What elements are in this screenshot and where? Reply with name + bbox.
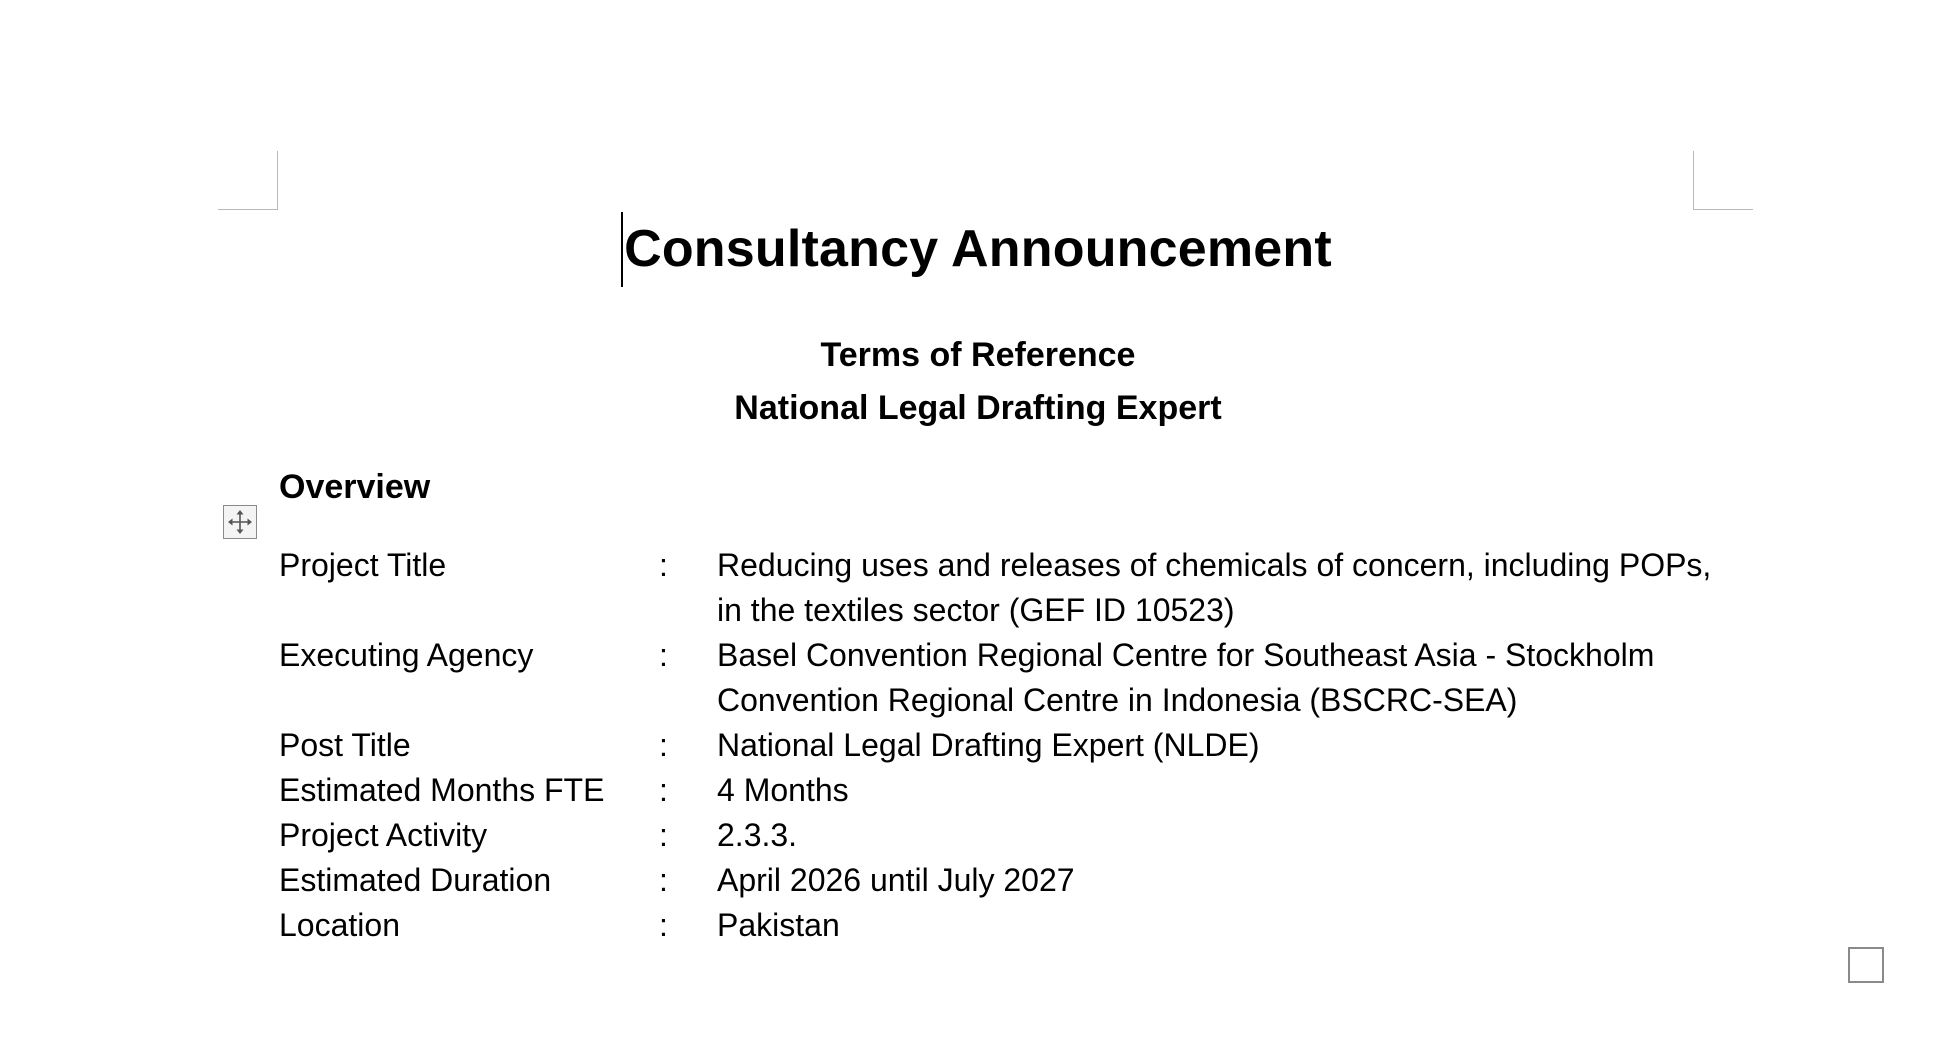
row-label[interactable]: Project Activity: [279, 817, 488, 853]
subtitle-terms-of-reference[interactable]: Terms of Reference: [820, 336, 1136, 374]
row-value[interactable]: Reducing uses and releases of chemicals of concern, including POPs, in the textiles sector (GEF ID 10523): [717, 547, 1712, 628]
crop-mark-top-left: [277, 151, 278, 210]
document-title[interactable]: Consultancy Announcement: [624, 220, 1332, 278]
table-row[interactable]: [279, 768, 1739, 813]
row-label[interactable]: Location: [279, 907, 400, 943]
row-separator: :: [659, 772, 668, 808]
document-title-line[interactable]: [0, 216, 1956, 282]
table-row[interactable]: [279, 633, 1739, 723]
row-separator: :: [659, 862, 668, 898]
row-value[interactable]: National Legal Drafting Expert (NLDE): [717, 727, 1260, 763]
row-value[interactable]: 4 Months: [717, 772, 849, 808]
row-label[interactable]: Post Title: [279, 727, 411, 763]
row-value[interactable]: April 2026 until July 2027: [717, 862, 1075, 898]
move-arrows-icon[interactable]: [223, 505, 257, 539]
table-row[interactable]: [279, 858, 1739, 903]
resize-square-icon[interactable]: [1848, 947, 1884, 983]
table-row[interactable]: [279, 813, 1739, 858]
row-separator: :: [659, 727, 668, 763]
row-separator: :: [659, 637, 668, 673]
table-row[interactable]: [279, 903, 1739, 948]
row-value[interactable]: Pakistan: [717, 907, 840, 943]
row-separator: :: [659, 547, 668, 583]
row-label[interactable]: Executing Agency: [279, 637, 534, 673]
subtitle-post-name[interactable]: National Legal Drafting Expert: [734, 389, 1222, 427]
row-label[interactable]: Project Title: [279, 547, 447, 583]
row-separator: :: [659, 907, 668, 943]
table-row[interactable]: [279, 543, 1739, 633]
table-row[interactable]: [279, 723, 1739, 768]
crop-mark-top-left: [218, 209, 278, 210]
move-arrows-icon-glyph: [227, 509, 253, 535]
crop-mark-top-right: [1693, 151, 1694, 210]
row-separator: :: [659, 817, 668, 853]
crop-mark-top-right: [1693, 209, 1753, 210]
row-label[interactable]: Estimated Duration: [279, 862, 552, 898]
row-label[interactable]: Estimated Months FTE: [279, 772, 605, 808]
row-value[interactable]: Basel Convention Regional Centre for Southeast Asia - Stockholm Convention Regional Centre in Indonesia (BSCRC-SEA): [717, 637, 1655, 718]
row-value[interactable]: 2.3.3.: [717, 817, 798, 853]
text-cursor: [621, 212, 623, 287]
section-heading-overview[interactable]: Overview: [279, 468, 431, 506]
overview-table[interactable]: [279, 543, 1739, 948]
